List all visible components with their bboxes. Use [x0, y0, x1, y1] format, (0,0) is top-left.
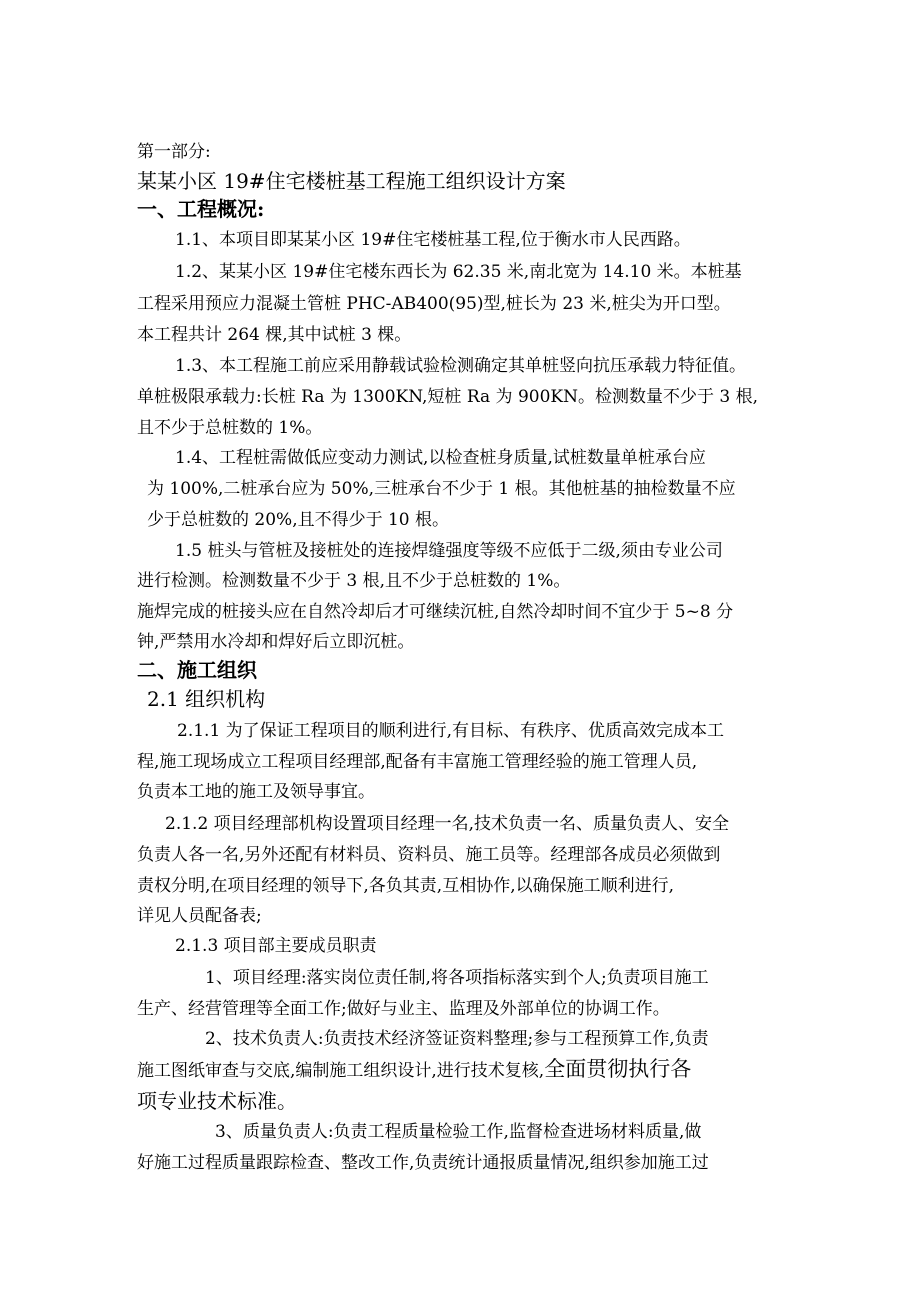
paragraph-1-2-line: 1.2、某某小区 19#住宅楼东西长为 62.35 米,南北宽为 14.10 米。本桩基: [175, 262, 742, 282]
subsection-heading-2-1-3: 2.1.3 项目部主要成员职责: [175, 936, 377, 956]
paragraph-1-3-line: 单桩极限承载力:长桩 Ra 为 1300KN,短桩 Ra 为 900KN。检测数量不少于 3 根,: [137, 387, 759, 407]
paragraph-1-3-line: 且不少于总桩数的 1%。: [137, 418, 323, 438]
paragraph-1-5-line: 进行检测。检测数量不少于 3 根,且不少于总桩数的 1%。: [137, 571, 571, 591]
document-title: 某某小区 19#住宅楼桩基工程施工组织设计方案: [137, 169, 566, 193]
paragraph-1-4-line: 为 100%,二桩承台应为 50%,三桩承台不少于 1 根。其他桩基的抽检数量不应: [147, 479, 736, 499]
subsection-heading-2-1: 2.1 组织机构: [147, 687, 266, 711]
paragraph-1-3-line: 1.3、本工程施工前应采用静载试验检测确定其单桩竖向抗压承载力特征值。: [175, 356, 747, 376]
role-manager-line: 生产、经营管理等全面工作;做好与业主、监理及外部单位的协调工作。: [137, 999, 670, 1019]
role-manager-line: 1、项目经理:落实岗位责任制,将各项指标落实到个人;负责项目施工: [205, 968, 709, 988]
paragraph-2-1-2-line: 详见人员配备表;: [137, 906, 262, 926]
paragraph-1-1: 1.1、本项目即某某小区 19#住宅楼桩基工程,位于衡水市人民西路。: [175, 230, 691, 250]
paragraph-weld-line: 施焊完成的桩接头应在自然冷却后才可继续沉桩,自然冷却时间不宜少于 5~8 分: [137, 602, 734, 622]
role-quality-line: 好施工过程质量跟踪检查、整改工作,负责统计通报质量情况,组织参加施工过: [137, 1153, 709, 1173]
paragraph-2-1-1-line: 2.1.1 为了保证工程项目的顺利进行,有目标、有秩序、优质高效完成本工: [177, 721, 725, 741]
role-technical-line: [137, 1057, 691, 1083]
paragraph-1-4-line: 少于总桩数的 20%,且不得少于 10 根。: [147, 510, 450, 530]
section-heading-organization: 二、施工组织: [137, 658, 257, 682]
paragraph-2-1-1-line: 负责本工地的施工及领导事宜。: [137, 782, 375, 802]
role-technical-text: 施工图纸审查与交底,编制施工组织设计,进行技术复核,: [137, 1061, 545, 1081]
paragraph-1-2-line: 本工程共计 264 棵,其中试桩 3 棵。: [137, 325, 412, 345]
paragraph-1-4-line: 1.4、工程桩需做低应变动力测试,以检查桩身质量,试桩数量单桩承台应: [175, 448, 706, 468]
paragraph-1-2-line: 工程采用预应力混凝土管桩 PHC-AB400(95)型,桩长为 23 米,桩尖为开口型。: [137, 294, 731, 314]
paragraph-1-5-line: 1.5 桩头与管桩及接桩处的连接焊缝强度等级不应低于二级,须由专业公司: [175, 541, 723, 561]
role-technical-line: 项专业技术标准。: [137, 1089, 297, 1113]
paragraph-2-1-2-line: 2.1.2 项目经理部机构设置项目经理一名,技术负责一名、质量负责人、安全: [165, 814, 730, 834]
role-technical-text-large: 全面贯彻执行各: [544, 1057, 692, 1081]
part-label: 第一部分:: [137, 142, 211, 162]
section-heading-overview: 一、工程概况:: [137, 197, 265, 221]
paragraph-2-1-2-line: 负责人各一名,另外还配有材料员、资料员、施工员等。经理部各成员必须做到: [137, 845, 721, 865]
paragraph-2-1-2-line: 责权分明,在项目经理的领导下,各负其责,互相协作,以确保施工顺利进行,: [137, 876, 675, 896]
paragraph-weld-line: 钟,严禁用水冷却和焊好后立即沉桩。: [137, 632, 415, 652]
role-technical-line: 2、技术负责人:负责技术经济签证资料整理;参与工程预算工作,负责: [205, 1029, 709, 1049]
role-quality-line: 3、质量负责人:负责工程质量检验工作,监督检查进场材料质量,做: [215, 1122, 702, 1142]
paragraph-2-1-1-line: 程,施工现场成立工程项目经理部,配备有丰富施工管理经验的施工管理人员,: [137, 752, 698, 772]
